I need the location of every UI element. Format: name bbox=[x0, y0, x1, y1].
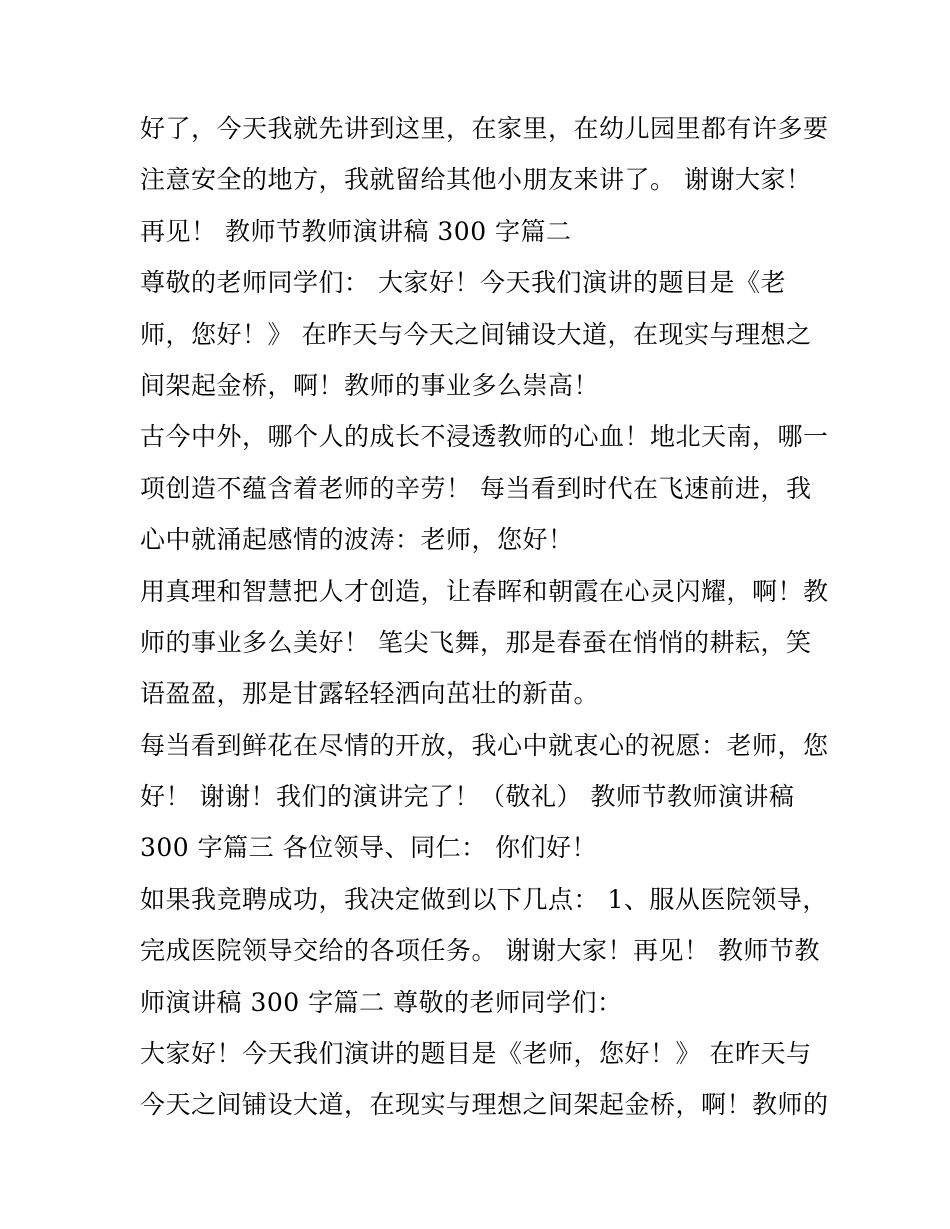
text-line: 心中就涌起感情的波涛：老师，您好！ bbox=[140, 525, 574, 555]
text-line: 大家好！今天我们演讲的题目是《老师，您好！》 在昨天与 bbox=[140, 1039, 812, 1069]
text-line: 再见！ 教师节教师演讲稿 300 字篇二 bbox=[140, 216, 572, 246]
text-line: 好！ 谢谢！我们的演讲完了！（敬礼） 教师节教师演讲稿 bbox=[140, 782, 795, 812]
text-line: 注意安全的地方，我就留给其他小朋友来讲了。 谢谢大家！ bbox=[140, 165, 812, 195]
text-line: 今天之间铺设大道，在现实与理想之间架起金桥，啊！教师的 bbox=[140, 1090, 829, 1120]
text-line: 300 字篇三 各位领导、同仁： 你们好！ bbox=[140, 833, 598, 863]
text-line: 好了，今天我就先讲到这里，在家里，在幼儿园里都有许多要 bbox=[140, 114, 829, 143]
text-line: 师演讲稿 300 字篇二 尊敬的老师同学们： bbox=[140, 987, 623, 1017]
body-text bbox=[140, 103, 830, 1131]
text-line: 如果我竞聘成功，我决定做到以下几点： 1、服从医院领导， bbox=[140, 884, 828, 914]
text-line: 间架起金桥，啊！教师的事业多么崇高！ bbox=[140, 370, 600, 400]
text-line: 完成医院领导交给的各项任务。 谢谢大家！再见！ 教师节教 bbox=[140, 936, 820, 966]
text-line: 每当看到鲜花在尽情的开放，我心中就衷心的祝愿：老师，您 bbox=[140, 730, 829, 760]
text-line: 语盈盈，那是甘露轻轻洒向茁壮的新苗。 bbox=[140, 679, 600, 709]
text-line: 用真理和智慧把人才创造，让春晖和朝霞在心灵闪耀，啊！教 bbox=[140, 576, 829, 606]
text-line: 古今中外，哪个人的成长不浸透教师的心血！地北天南，哪一 bbox=[140, 422, 829, 452]
text-line: 师，您好！》 在昨天与今天之间铺设大道，在现实与理想之 bbox=[140, 319, 812, 349]
text-line: 项创造不蕴含着老师的辛劳！ 每当看到时代在飞速前进，我 bbox=[140, 473, 812, 503]
text-line: 师的事业多么美好！ 笔尖飞舞，那是春蚕在悄悄的耕耘，笑 bbox=[140, 627, 812, 657]
text-line: 尊敬的老师同学们： 大家好！今天我们演讲的题目是《老 bbox=[140, 268, 786, 298]
